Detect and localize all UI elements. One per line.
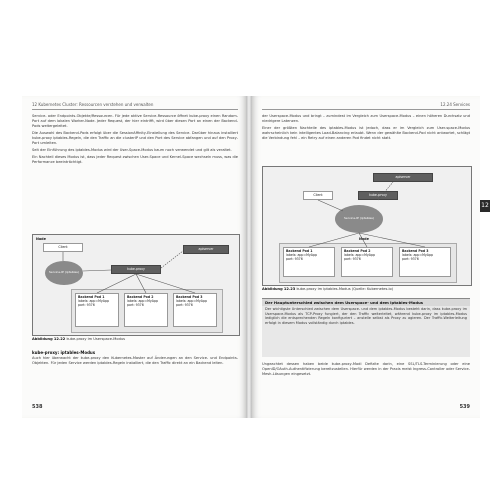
pod-title: Backend Pod 1 [286, 249, 313, 253]
figure-node-label: Node [36, 237, 46, 241]
open-book [22, 96, 492, 418]
service-ip-cloud: Service-IP (iptables) [335, 205, 383, 233]
pod-labels: labels: app=MyApp [176, 299, 207, 303]
right-paragraph: der Userspace-Modus und bringt – zumindest im Vergleich zum Userspace-Modus – einen höheren Durchsatz und niedrigere Latenzen. [262, 114, 470, 123]
kube-proxy-box: kube-proxy [111, 265, 161, 274]
pod-title: Backend Pod 3 [176, 295, 203, 299]
figure-caption-left [32, 337, 238, 341]
pod-labels: labels: app=MyApp [127, 299, 158, 303]
kube-proxy-box: kube-proxy [358, 191, 398, 200]
left-body-top [32, 114, 238, 167]
service-ip-cloud: Service-IP (iptables) [45, 261, 83, 285]
pod-title: Backend Pod 2 [127, 295, 154, 299]
right-body-bottom [262, 362, 470, 379]
caption-number: Abbildung 12.23 [262, 287, 296, 291]
pod-port: port: 9376 [286, 257, 303, 261]
figure-node-label: Node [359, 237, 369, 241]
caption-text: kube-proxy im iptables-Modus (Quelle: Kubernetes.io) [296, 287, 394, 291]
right-page [252, 96, 480, 418]
right-running-head: 12.24 Services [440, 102, 470, 107]
left-paragraph: Service- oder Endpoints-Objekte/Ressourcen. Für jede aktive Service-Ressource öffnet kube-proxy einen Random-Port auf dem lokalen Worker-Node. Jeder Request, der hier eintrifft, wird über diesen Port an einen der Backend-Pods weitergeleitet. [32, 114, 238, 128]
figure-userspace [32, 234, 240, 336]
left-running-head: 12 Kubernetes Cluster: Ressourcen verstehen und verwalten [32, 102, 154, 107]
pod-port: port: 9376 [127, 303, 144, 307]
right-header-rule [262, 109, 470, 110]
left-paragraph: Auch hier überwacht der kube-proxy den Kubernetes-Master auf Änderungen an den Service- und Endpoints-Objekten. Für jeden Service werden iptables-Regeln installiert, die den Traffic direkt an ein Backend leiten. [32, 356, 238, 365]
right-paragraph: Ungeachtet dessen haben beide kube-proxy-Modi Defizite darin, eine SSL/TLS-Terminierung oder eine OpenID/OAuth-Authentifizierung bereitzustellen. Hierfür werden in der Praxis meist Ingress-Controller oder Service-Mesh-Lösungen eingesetzt. [262, 362, 470, 376]
pod-labels: labels: app=MyApp [402, 253, 433, 257]
pod-port: port: 9376 [402, 257, 419, 261]
pod-labels: labels: app=MyApp [78, 299, 109, 303]
figure-iptables [262, 166, 472, 286]
client-box: Client [43, 243, 83, 252]
pod-port: port: 9376 [78, 303, 95, 307]
left-body-bottom [32, 348, 238, 368]
info-box-body: Der wichtigste Unterschied zwischen dem Userspace- und dem iptables-Modus besteht darin, dass kube-proxy im Userspace-Modus als TCP-Proxy fungiert, der den Traffic weiterleitet, während kube-proxy im iptables-Modus lediglich die entsprechenden Regeln konfiguriert – anstelle selbst als Proxy zu agieren. Der Traffic-Weiterleitung erfolgt in diesem Modus vollständig durch iptables. [265, 307, 467, 325]
left-paragraph: Ein Nachteil dieses Modus ist, dass jeder Request zwischen User-Space und Kernel-Space wechseln muss, was die Performance beeinträchtigt. [32, 155, 238, 164]
info-box [262, 298, 470, 357]
pod-labels: labels: app=MyApp [344, 253, 375, 257]
caption-number: Abbildung 12.22 [32, 337, 66, 341]
pod-labels: labels: app=MyApp [286, 253, 317, 257]
apiserver-box: apiserver [373, 173, 433, 182]
right-body-top [262, 114, 470, 143]
figure-caption-right [262, 287, 470, 291]
pod-title: Backend Pod 1 [78, 295, 105, 299]
apiserver-box: apiserver [183, 245, 229, 254]
caption-text: kube-proxy im Userspace-Modus [66, 337, 126, 341]
right-page-number: 539 [459, 404, 470, 410]
figure-arrows [33, 235, 239, 335]
left-header-rule [32, 109, 238, 110]
figure-arrows [263, 167, 471, 285]
pod-port: port: 9376 [344, 257, 361, 261]
left-page [22, 96, 246, 418]
left-page-number: 538 [32, 404, 43, 410]
chapter-thumb-tab: 12 [480, 200, 490, 212]
client-box: Client [303, 191, 333, 200]
pod-port: port: 9376 [176, 303, 193, 307]
section-subhead: kube-proxy: iptables-Modus [32, 350, 96, 355]
right-paragraph: Einer der größten Nachteile des iptables-Modus ist jedoch, dass er im Vergleich zum User-space-Modus wahrscheinlich kein intelligentes Load-Balancing erlaubt. Wenn der gewählte Backend-Pod nicht antwortet, schlägt die Verbindung fehl – ein Retry auf einen anderen Pod findet nicht statt. [262, 126, 470, 140]
pod-title: Backend Pod 2 [344, 249, 371, 253]
left-paragraph: Seit der Einführung des iptables-Modus wird der User-Space-Modus kaum noch verwendet und gilt als veraltet. [32, 148, 232, 152]
pod-title: Backend Pod 3 [402, 249, 429, 253]
info-box-title: Der Hauptunterschied zwischen dem Userspace- und dem iptables-Modus [262, 299, 470, 306]
left-paragraph: Die Auswahl des Backend-Pods erfolgt über die SessionAffinity-Einstellung des Service. Darüber hinaus installiert kube-proxy iptables-Regeln, die den Traffic an die clusterIP und den Port des Service abfangen und auf den Proxy-Port umleiten. [32, 131, 238, 145]
